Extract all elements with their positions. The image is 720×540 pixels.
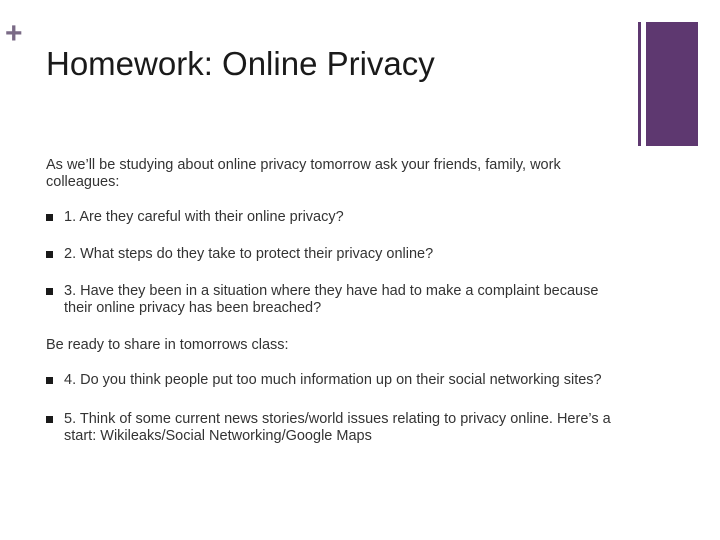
list-item-question-5 — [46, 411, 626, 445]
question-list-2 — [46, 372, 626, 445]
question-1-text: 1. Are they careful with their online privacy? — [64, 209, 344, 225]
list-item-question-4 — [46, 372, 626, 389]
slide-title: Homework: Online Privacy — [46, 45, 435, 82]
question-list-1 — [46, 209, 626, 317]
question-5-text: 5. Think of some current news stories/world issues relating to privacy online. Here’s a start: Wikileaks/Social Networking/Google Maps — [64, 411, 611, 444]
square-bullet-icon — [46, 416, 53, 423]
question-3-text: 3. Have they been in a situation where they have had to make a complaint because their online privacy has been breached? — [64, 283, 599, 316]
slide-content — [46, 157, 626, 445]
accent-bar-block — [646, 22, 698, 146]
square-bullet-icon — [46, 377, 53, 384]
question-4-text: 4. Do you think people put too much information up on their social networking sites? — [64, 372, 602, 388]
share-prompt-text: Be ready to share in tomorrows class: — [46, 337, 289, 353]
list-item-question-3 — [46, 283, 626, 317]
square-bullet-icon — [46, 251, 53, 258]
square-bullet-icon — [46, 214, 53, 221]
list-item-question-1 — [46, 209, 626, 226]
question-2-text: 2. What steps do they take to protect their privacy online? — [64, 246, 434, 262]
intro-text: As we’ll be studying about online privacy tomorrow ask your friends, family, work colleagues: — [46, 157, 561, 190]
list-item-question-2 — [46, 246, 626, 263]
accent-bar-thin — [638, 22, 641, 146]
plus-icon: + — [5, 17, 23, 50]
square-bullet-icon — [46, 288, 53, 295]
